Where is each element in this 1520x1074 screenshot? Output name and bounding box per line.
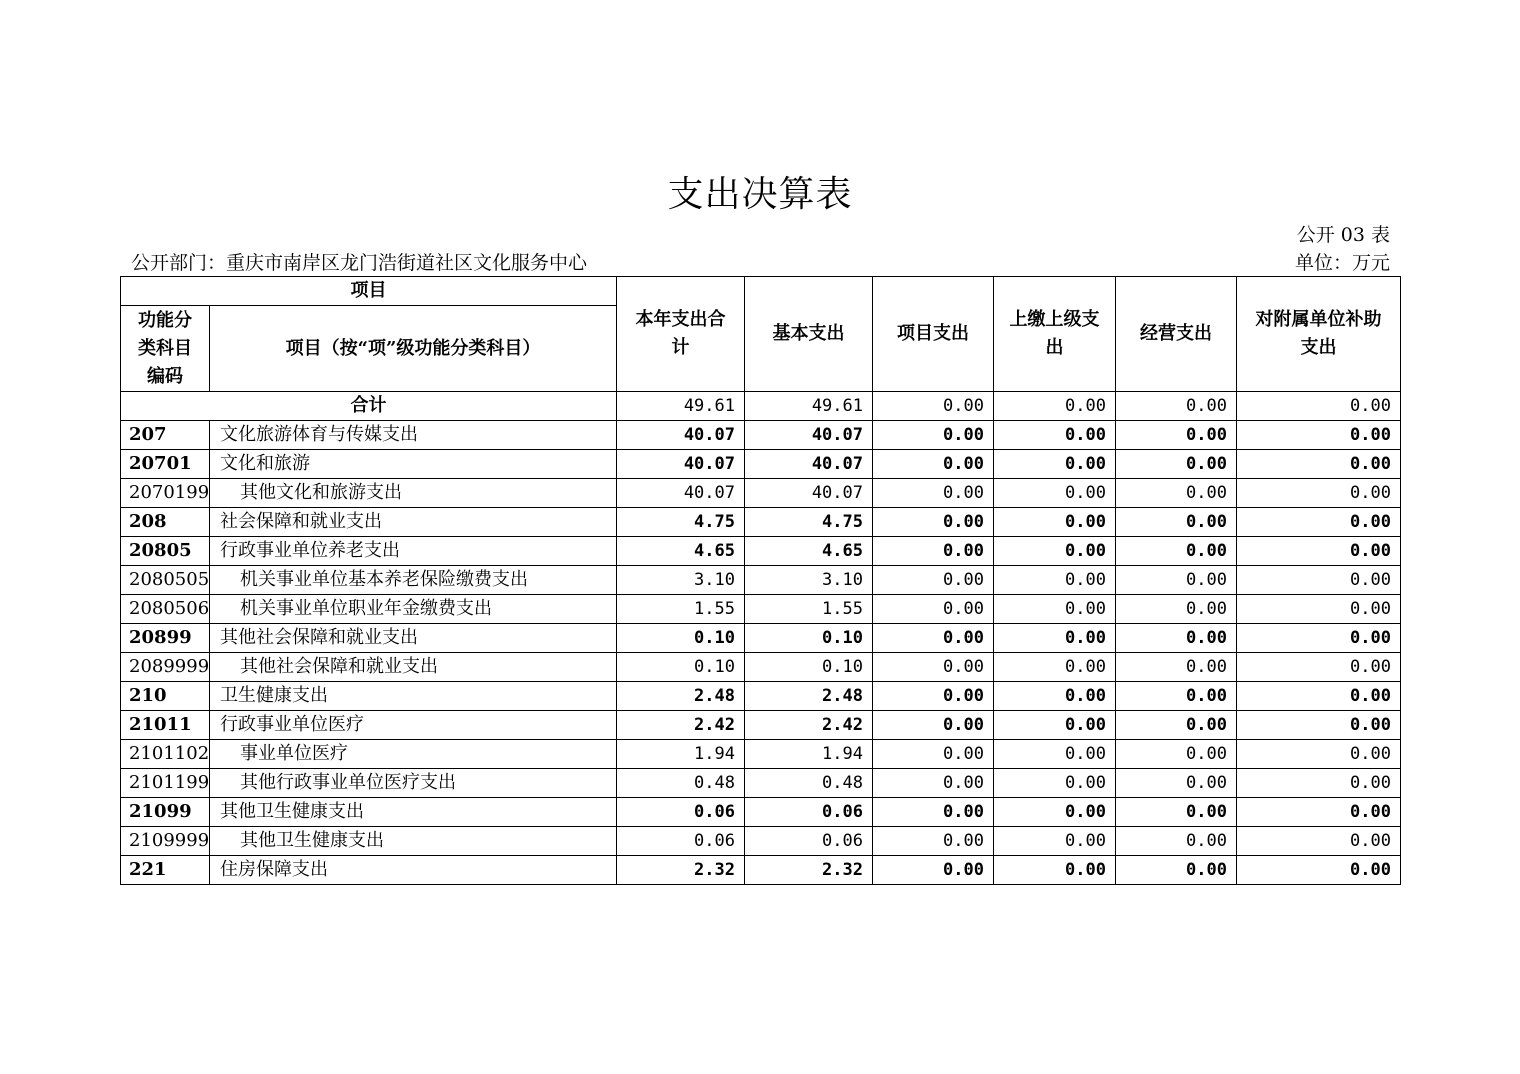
- row-name: 其他社会保障和就业支出: [210, 653, 617, 682]
- row-value: 0.00: [1237, 769, 1401, 798]
- row-value: 0.00: [1237, 653, 1401, 682]
- row-name: 机关事业单位基本养老保险缴费支出: [210, 566, 617, 595]
- row-value: 4.75: [745, 508, 873, 537]
- row-value: 0.00: [994, 711, 1116, 740]
- row-name: 其他卫生健康支出: [210, 798, 617, 827]
- row-value: 0.00: [1237, 537, 1401, 566]
- total-row: [121, 392, 1401, 421]
- row-value: 0.00: [994, 624, 1116, 653]
- row-value: 0.00: [1116, 682, 1237, 711]
- row-value: 0.00: [1116, 798, 1237, 827]
- row-name: 机关事业单位职业年金缴费支出: [210, 595, 617, 624]
- row-value: 0.00: [1116, 827, 1237, 856]
- total-value: 0.00: [994, 392, 1116, 421]
- row-value: 0.00: [994, 537, 1116, 566]
- row-name: 卫生健康支出: [210, 682, 617, 711]
- table-row: [121, 769, 1401, 798]
- row-value: 0.00: [873, 566, 994, 595]
- row-value: 0.00: [873, 856, 994, 885]
- row-value: 0.00: [994, 450, 1116, 479]
- table-row: [121, 479, 1401, 508]
- row-name: 社会保障和就业支出: [210, 508, 617, 537]
- row-value: 1.55: [617, 595, 745, 624]
- row-name: 其他行政事业单位医疗支出: [210, 769, 617, 798]
- table-row: [121, 537, 1401, 566]
- department-label: 公开部门：重庆市南岸区龙门浩街道社区文化服务中心: [131, 252, 588, 274]
- row-value: 0.00: [1116, 595, 1237, 624]
- row-value: 0.00: [1237, 856, 1401, 885]
- row-value: 4.65: [745, 537, 873, 566]
- row-value: 0.00: [994, 769, 1116, 798]
- page-title: 支出决算表: [667, 174, 853, 215]
- total-value: 0.00: [1237, 392, 1401, 421]
- row-value: 2.32: [745, 856, 873, 885]
- row-value: 0.00: [1237, 740, 1401, 769]
- row-code: 2109999: [121, 827, 210, 856]
- row-value: 40.07: [745, 450, 873, 479]
- table-row: [121, 595, 1401, 624]
- row-value: 0.00: [1237, 479, 1401, 508]
- row-code: 2101199: [121, 769, 210, 798]
- row-code: 210: [121, 682, 210, 711]
- row-value: 0.00: [1116, 653, 1237, 682]
- unit-label: 单位：万元: [1294, 252, 1390, 274]
- row-name: 其他文化和旅游支出: [210, 479, 617, 508]
- row-value: 0.00: [994, 566, 1116, 595]
- table-row: [121, 827, 1401, 856]
- row-name: 事业单位医疗: [210, 740, 617, 769]
- row-value: 0.00: [873, 421, 994, 450]
- row-code: 20805: [121, 537, 210, 566]
- row-value: 2.42: [745, 711, 873, 740]
- row-value: 0.00: [1116, 537, 1237, 566]
- table-row: [121, 711, 1401, 740]
- total-value: 49.61: [617, 392, 745, 421]
- row-value: 2.48: [617, 682, 745, 711]
- row-name: 文化旅游体育与传媒支出: [210, 421, 617, 450]
- row-value: 40.07: [617, 479, 745, 508]
- row-value: 0.00: [873, 624, 994, 653]
- row-value: 0.00: [873, 653, 994, 682]
- table-row: [121, 450, 1401, 479]
- row-value: 0.00: [994, 508, 1116, 537]
- row-value: 0.00: [1237, 682, 1401, 711]
- row-code: 2070199: [121, 479, 210, 508]
- table-row: [121, 421, 1401, 450]
- row-value: 0.00: [994, 653, 1116, 682]
- total-value: 0.00: [1116, 392, 1237, 421]
- row-value: 1.55: [745, 595, 873, 624]
- row-code: 208: [121, 508, 210, 537]
- row-code: 20701: [121, 450, 210, 479]
- table-row: [121, 508, 1401, 537]
- header-project: 项目: [121, 277, 617, 306]
- row-value: 0.00: [1116, 711, 1237, 740]
- row-code: 207: [121, 421, 210, 450]
- header-upper: 上缴上级支 出: [994, 277, 1116, 392]
- row-code: 20899: [121, 624, 210, 653]
- total-value: 49.61: [745, 392, 873, 421]
- row-code: 2080505: [121, 566, 210, 595]
- row-value: 40.07: [617, 450, 745, 479]
- row-value: 0.00: [1116, 479, 1237, 508]
- row-value: 0.00: [1237, 421, 1401, 450]
- row-value: 0.00: [994, 740, 1116, 769]
- row-value: 40.07: [745, 479, 873, 508]
- row-value: 0.00: [873, 450, 994, 479]
- row-code: 2080506: [121, 595, 210, 624]
- row-value: 0.00: [1237, 624, 1401, 653]
- row-value: 0.00: [994, 421, 1116, 450]
- row-name: 行政事业单位医疗: [210, 711, 617, 740]
- table-row: [121, 856, 1401, 885]
- row-value: 4.75: [617, 508, 745, 537]
- row-value: 0.06: [617, 827, 745, 856]
- row-value: 0.00: [873, 740, 994, 769]
- row-value: 0.06: [617, 798, 745, 827]
- row-value: 0.10: [745, 624, 873, 653]
- row-code: 2089999: [121, 653, 210, 682]
- row-name: 行政事业单位养老支出: [210, 537, 617, 566]
- row-name: 文化和旅游: [210, 450, 617, 479]
- row-code: 21099: [121, 798, 210, 827]
- row-value: 0.00: [873, 711, 994, 740]
- header-name: 项目（按“项”级功能分类科目）: [210, 306, 617, 392]
- row-value: 0.00: [1116, 450, 1237, 479]
- row-code: 21011: [121, 711, 210, 740]
- row-value: 40.07: [745, 421, 873, 450]
- table-row: [121, 740, 1401, 769]
- table-row: [121, 682, 1401, 711]
- row-value: 0.00: [1116, 421, 1237, 450]
- row-value: 40.07: [617, 421, 745, 450]
- row-value: 0.00: [873, 537, 994, 566]
- row-value: 0.00: [994, 595, 1116, 624]
- row-name: 其他社会保障和就业支出: [210, 624, 617, 653]
- row-value: 3.10: [745, 566, 873, 595]
- row-value: 0.00: [994, 479, 1116, 508]
- row-value: 1.94: [617, 740, 745, 769]
- table-row: [121, 566, 1401, 595]
- row-value: 1.94: [745, 740, 873, 769]
- table-number: 公开 03 表: [1296, 224, 1390, 246]
- header-subsidy: 对附属单位补助 支出: [1237, 277, 1401, 392]
- row-value: 0.00: [1237, 798, 1401, 827]
- row-value: 3.10: [617, 566, 745, 595]
- row-value: 0.00: [1237, 711, 1401, 740]
- table-row: [121, 624, 1401, 653]
- row-value: 0.06: [745, 827, 873, 856]
- row-value: 0.00: [1237, 450, 1401, 479]
- row-value: 0.00: [873, 769, 994, 798]
- row-value: 2.48: [745, 682, 873, 711]
- row-value: 0.00: [994, 682, 1116, 711]
- row-value: 0.00: [1116, 769, 1237, 798]
- row-value: 0.00: [1116, 856, 1237, 885]
- row-value: 0.00: [994, 798, 1116, 827]
- row-code: 221: [121, 856, 210, 885]
- row-value: 0.10: [617, 653, 745, 682]
- row-value: 0.00: [873, 682, 994, 711]
- row-value: 0.00: [873, 798, 994, 827]
- row-value: 0.00: [1116, 566, 1237, 595]
- row-value: 0.00: [994, 856, 1116, 885]
- row-value: 0.00: [873, 595, 994, 624]
- table-row: [121, 653, 1401, 682]
- expenditure-table: [120, 276, 1401, 885]
- row-value: 0.00: [1237, 595, 1401, 624]
- row-code: 2101102: [121, 740, 210, 769]
- row-value: 4.65: [617, 537, 745, 566]
- row-value: 0.00: [873, 827, 994, 856]
- header-total: 本年支出合 计: [617, 277, 745, 392]
- row-value: 0.48: [617, 769, 745, 798]
- row-value: 0.10: [617, 624, 745, 653]
- row-value: 0.06: [745, 798, 873, 827]
- row-value: 0.00: [873, 508, 994, 537]
- header-project-expense: 项目支出: [873, 277, 994, 392]
- row-value: 0.48: [745, 769, 873, 798]
- row-name: 其他卫生健康支出: [210, 827, 617, 856]
- row-value: 2.32: [617, 856, 745, 885]
- row-value: 0.00: [1237, 508, 1401, 537]
- row-value: 0.00: [1116, 740, 1237, 769]
- row-value: 0.00: [1237, 827, 1401, 856]
- total-value: 0.00: [873, 392, 994, 421]
- row-value: 2.42: [617, 711, 745, 740]
- header-basic: 基本支出: [745, 277, 873, 392]
- row-value: 0.10: [745, 653, 873, 682]
- row-value: 0.00: [873, 479, 994, 508]
- header-business: 经营支出: [1116, 277, 1237, 392]
- row-value: 0.00: [1237, 566, 1401, 595]
- row-value: 0.00: [994, 827, 1116, 856]
- row-value: 0.00: [1116, 624, 1237, 653]
- header-code: 功能分 类科目 编码: [121, 306, 210, 392]
- total-label: 合计: [121, 392, 617, 421]
- table-row: [121, 798, 1401, 827]
- row-value: 0.00: [1116, 508, 1237, 537]
- row-name: 住房保障支出: [210, 856, 617, 885]
